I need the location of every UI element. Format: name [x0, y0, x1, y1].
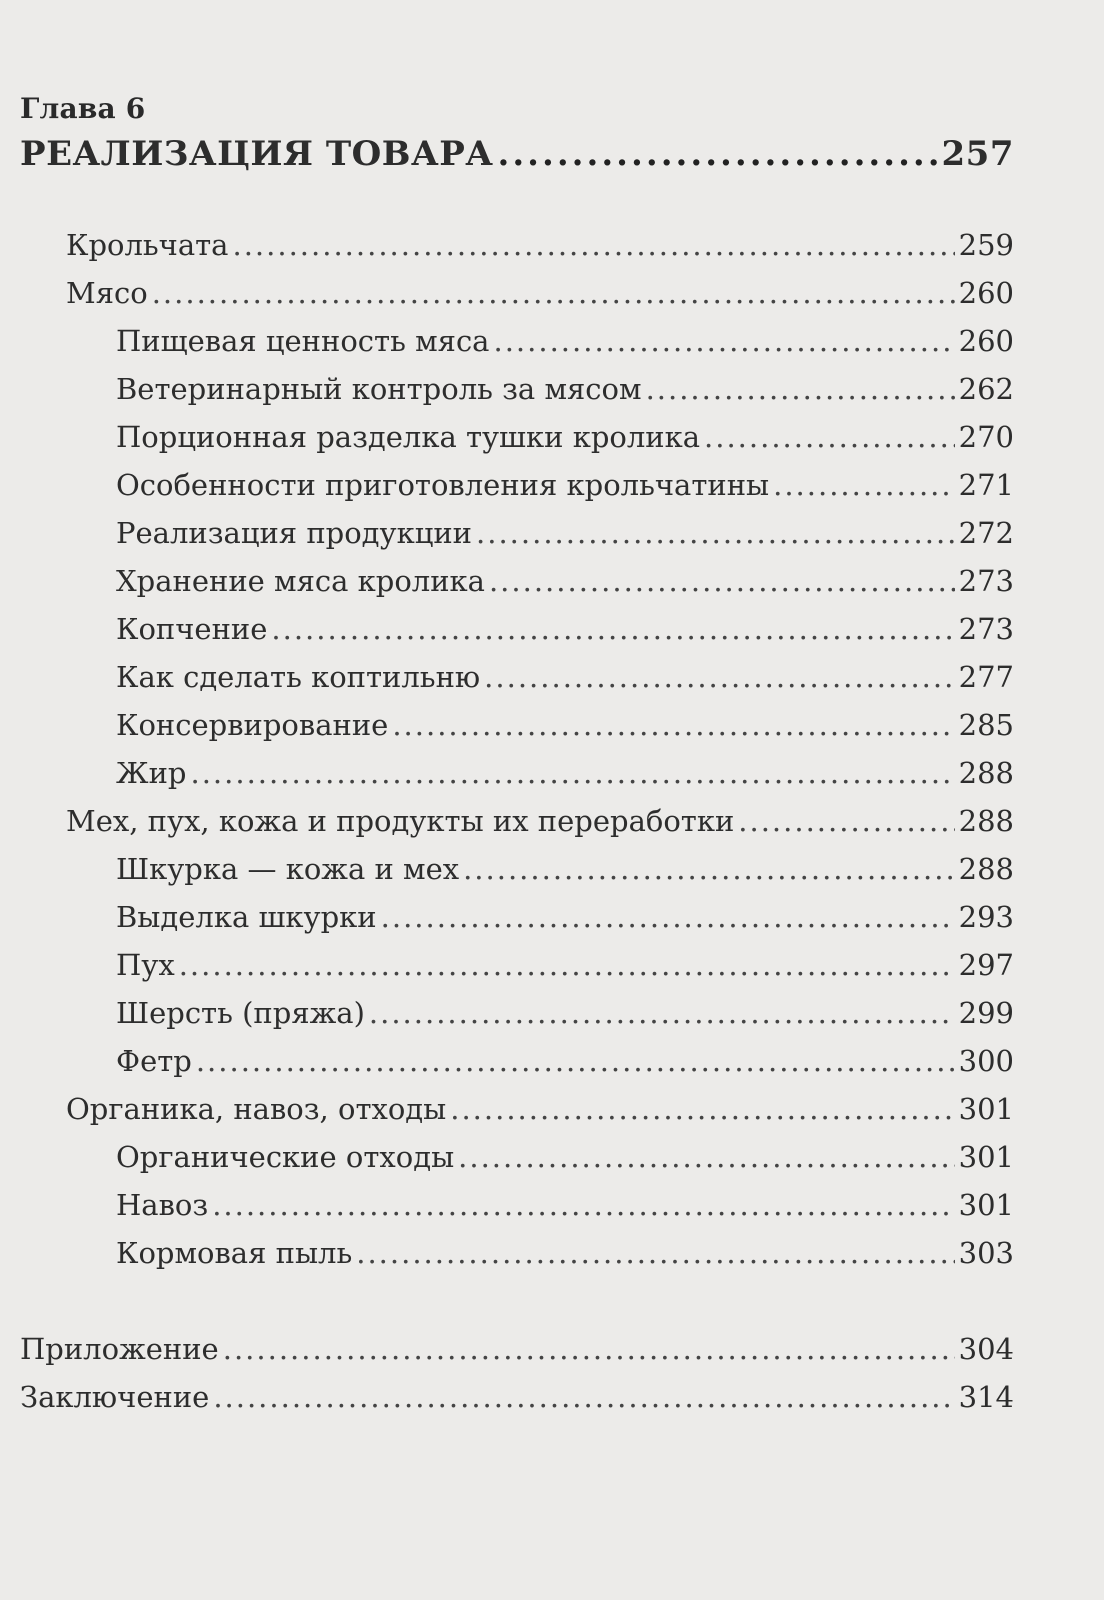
- toc-entry[interactable]: [116, 1140, 1014, 1184]
- toc-entry[interactable]: [116, 852, 1014, 896]
- dot-leader: [196, 1044, 955, 1078]
- toc-page-number: 285: [958, 708, 1014, 742]
- toc-title: Шерсть (пряжа): [116, 996, 365, 1030]
- dot-leader: [392, 708, 954, 742]
- toc-title: Навоз: [116, 1188, 209, 1222]
- toc-entry[interactable]: [116, 660, 1014, 704]
- dot-leader: [356, 1236, 954, 1270]
- chapter-label: Глава 6: [20, 92, 146, 125]
- toc-page-number: 273: [958, 564, 1014, 598]
- toc-page-number: 271: [958, 468, 1014, 502]
- toc-page-number: 288: [958, 852, 1014, 886]
- dot-leader: [738, 804, 954, 838]
- toc-title: Заключение: [20, 1380, 210, 1414]
- toc-page-number: 277: [958, 660, 1014, 694]
- toc-title: Пух: [116, 948, 175, 982]
- toc-entry[interactable]: [66, 804, 1014, 848]
- dot-leader: [152, 276, 955, 310]
- toc-title: Шкурка — кожа и мех: [116, 852, 460, 886]
- toc-page-number: 304: [958, 1332, 1014, 1366]
- dot-leader: [190, 756, 954, 790]
- toc-entry[interactable]: [116, 756, 1014, 800]
- toc-page-number: 293: [958, 900, 1014, 934]
- toc-title: Приложение: [20, 1332, 219, 1366]
- toc-title: Ветеринарный контроль за мясом: [116, 372, 642, 406]
- toc-title: Органика, навоз, отходы: [66, 1092, 447, 1126]
- dot-leader: [704, 420, 955, 454]
- toc-page-number: 314: [958, 1380, 1014, 1414]
- dot-leader: [484, 660, 954, 694]
- dot-leader: [450, 1092, 954, 1126]
- dot-leader: [458, 1140, 954, 1174]
- toc-title: Жир: [116, 756, 187, 790]
- dot-leader: [232, 228, 954, 262]
- toc-entry[interactable]: [116, 948, 1014, 992]
- toc-title: Особенности приготовления крольчатины: [116, 468, 770, 502]
- toc-page-number: 288: [958, 804, 1014, 838]
- toc-title: РЕАЛИЗАЦИЯ ТОВАРА: [20, 134, 494, 174]
- dot-leader: [369, 996, 955, 1030]
- dot-leader: [646, 372, 955, 406]
- toc-title: Копчение: [116, 612, 268, 646]
- dot-leader: [497, 134, 937, 174]
- toc-title: Реализация продукции: [116, 516, 473, 550]
- toc-title: Порционная разделка тушки кролика: [116, 420, 701, 454]
- dot-leader: [179, 948, 955, 982]
- toc-page-number: 260: [958, 324, 1014, 358]
- toc-title: Консервирование: [116, 708, 389, 742]
- dot-leader: [489, 564, 955, 598]
- toc-page-number: 297: [958, 948, 1014, 982]
- dot-leader: [223, 1332, 955, 1366]
- toc-entry-conclusion[interactable]: [20, 1380, 1014, 1424]
- toc-entry[interactable]: [116, 996, 1014, 1040]
- toc-title: Мех, пух, кожа и продукты их переработки: [66, 804, 735, 838]
- toc-page-number: 260: [958, 276, 1014, 310]
- toc-entry[interactable]: [66, 276, 1014, 320]
- dot-leader: [773, 468, 955, 502]
- toc-title: Фетр: [116, 1044, 192, 1078]
- toc-entry[interactable]: [116, 708, 1014, 752]
- toc-title: Кормовая пыль: [116, 1236, 353, 1270]
- toc-entry[interactable]: [66, 1092, 1014, 1136]
- toc-entry[interactable]: [116, 468, 1014, 512]
- dot-leader: [212, 1188, 954, 1222]
- toc-page-number: 273: [958, 612, 1014, 646]
- toc-entry[interactable]: [66, 228, 1014, 272]
- toc-title: Мясо: [66, 276, 148, 310]
- toc-title: Хранение мяса кролика: [116, 564, 485, 598]
- toc-entry[interactable]: [116, 900, 1014, 944]
- toc-page-number: 262: [958, 372, 1014, 406]
- toc-page-number: 299: [958, 996, 1014, 1030]
- toc-entry[interactable]: [116, 420, 1014, 464]
- toc-title: Как сделать коптильню: [116, 660, 481, 694]
- toc-entry[interactable]: [116, 516, 1014, 560]
- dot-leader: [493, 324, 954, 358]
- toc-entry[interactable]: [116, 1044, 1014, 1088]
- toc-entry[interactable]: [116, 324, 1014, 368]
- toc-page-number: 301: [958, 1092, 1014, 1126]
- toc-title: Органические отходы: [116, 1140, 455, 1174]
- dot-leader: [213, 1380, 954, 1414]
- toc-entry-appendix[interactable]: [20, 1332, 1014, 1376]
- toc-entry[interactable]: [116, 564, 1014, 608]
- toc-chapter-title[interactable]: [20, 134, 1014, 184]
- toc-entry[interactable]: [116, 612, 1014, 656]
- toc-page-number: 301: [958, 1140, 1014, 1174]
- dot-leader: [476, 516, 955, 550]
- toc-entry[interactable]: [116, 1188, 1014, 1232]
- dot-leader: [463, 852, 955, 886]
- toc-title: Пищевая ценность мяса: [116, 324, 490, 358]
- toc-page-number: 259: [958, 228, 1014, 262]
- dot-leader: [381, 900, 955, 934]
- toc-page-number: 300: [958, 1044, 1014, 1078]
- toc-page-number: 257: [941, 134, 1014, 174]
- toc-title: Крольчата: [66, 228, 229, 262]
- toc-page-number: 301: [958, 1188, 1014, 1222]
- toc-entry[interactable]: [116, 372, 1014, 416]
- toc-page-number: 270: [958, 420, 1014, 454]
- toc-page-number: 303: [958, 1236, 1014, 1270]
- toc-page-number: 272: [958, 516, 1014, 550]
- dot-leader: [271, 612, 954, 646]
- toc-title: Выделка шкурки: [116, 900, 377, 934]
- toc-entry[interactable]: [116, 1236, 1014, 1280]
- toc-page-number: 288: [958, 756, 1014, 790]
